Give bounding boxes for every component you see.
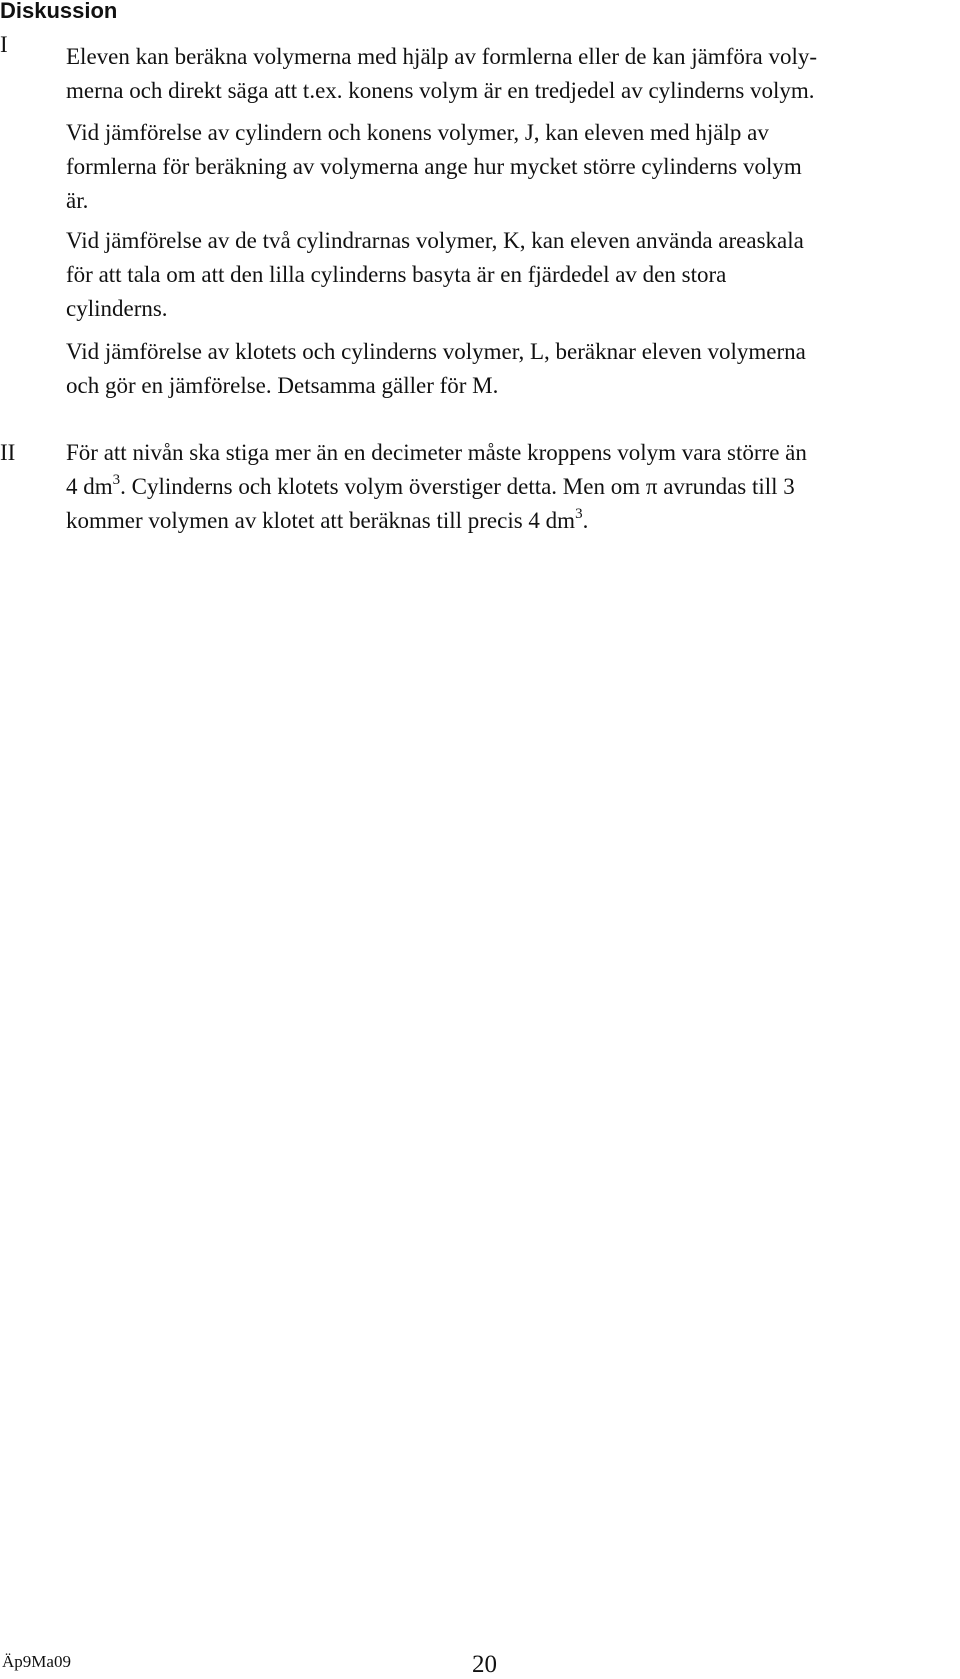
- text-run: .: [582, 508, 589, 533]
- paragraph-line: För att nivån ska stiga mer än en decimeter måste kroppens volym vara större än: [66, 440, 807, 465]
- paragraph-line: Vid jämförelse av de två cylindrarnas volymer, K, kan eleven använda areaskala: [66, 228, 804, 253]
- paragraph-line: Vid jämförelse av klotets och cylinderns volymer, L, beräknar eleven volymerna: [66, 339, 806, 364]
- paragraph-2: [66, 116, 956, 218]
- paragraph-line: Vid jämförelse av cylindern och konens volymer, J, kan eleven med hjälp av: [66, 120, 769, 145]
- level-label-ii: II: [0, 440, 16, 465]
- paragraph-line: cylinderns.: [66, 296, 168, 321]
- text-run: . Cylinderns och klotets volym överstiger detta. Men om π avrundas till 3: [120, 474, 795, 499]
- paragraph-3: [66, 224, 956, 326]
- superscript: 3: [112, 472, 121, 488]
- page-number: 20: [472, 1651, 497, 1678]
- paragraph-1: [66, 40, 956, 108]
- paragraph-5: [66, 436, 956, 538]
- paragraph-4: [66, 335, 956, 403]
- superscript: 3: [575, 506, 583, 522]
- text-run: kommer volymen av klotet att beräknas till precis 4 dm: [66, 508, 576, 533]
- paragraph-line: merna och direkt säga att t.ex. konens volym är en tredjedel av cylinderns volym.: [66, 78, 815, 103]
- section-heading: Diskussion: [0, 0, 118, 23]
- paragraph-line: för att tala om att den lilla cylinderns basyta är en fjärdedel av den stora: [66, 262, 727, 287]
- text-run: 4 dm: [66, 474, 113, 499]
- footer-code: Äp9Ma09: [2, 1652, 71, 1671]
- paragraph-line: och gör en jämförelse. Detsamma gäller för M.: [66, 373, 499, 398]
- paragraph-line: [66, 470, 956, 504]
- paragraph-line: är.: [66, 188, 89, 213]
- paragraph-line: Eleven kan beräkna volymerna med hjälp av formlerna eller de kan jämföra voly-: [66, 44, 818, 69]
- level-label-i: I: [0, 32, 8, 57]
- paragraph-line: formlerna för beräkning av volymerna ange hur mycket större cylinderns volym: [66, 154, 802, 179]
- paragraph-line: [66, 504, 956, 538]
